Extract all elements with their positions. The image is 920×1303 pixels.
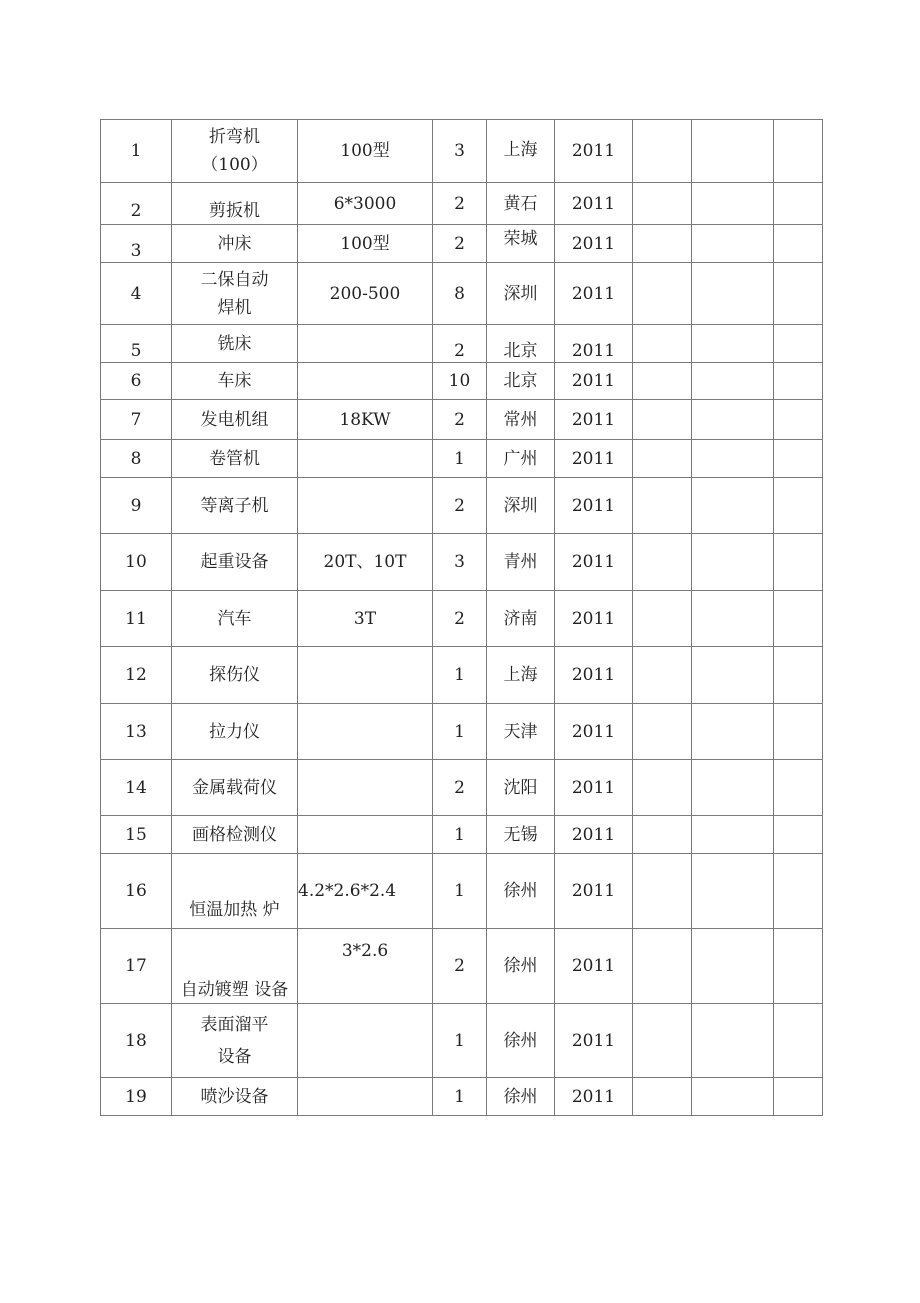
empty-cell <box>633 534 692 591</box>
empty-cell <box>774 854 823 929</box>
empty-cell <box>633 760 692 816</box>
empty-cell <box>633 263 692 325</box>
equipment-spec: 100型 <box>298 120 433 183</box>
empty-cell <box>633 400 692 440</box>
row-number: 9 <box>101 478 172 534</box>
equipment-spec <box>298 1004 433 1078</box>
equipment-origin: 深圳 <box>487 263 555 325</box>
equipment-spec: 4.2*2.6*2.4 <box>298 854 433 929</box>
equipment-name: 起重设备 <box>172 534 298 591</box>
equipment-year: 2011 <box>555 263 633 325</box>
empty-cell <box>774 647 823 704</box>
equipment-spec <box>298 1078 433 1116</box>
empty-cell <box>692 929 774 1004</box>
equipment-name-line: 二保自动 <box>200 269 269 290</box>
equipment-quantity: 2 <box>433 760 487 816</box>
equipment-name: 卷管机 <box>172 440 298 478</box>
empty-cell <box>633 929 692 1004</box>
row-number: 15 <box>101 816 172 854</box>
empty-cell <box>774 1078 823 1116</box>
equipment-spec: 3T <box>298 591 433 647</box>
equipment-name-line: 折弯机 <box>209 127 260 147</box>
empty-cell <box>633 647 692 704</box>
equipment-name: 探伤仪 <box>172 647 298 704</box>
row-number: 13 <box>101 704 172 760</box>
empty-cell <box>633 1004 692 1078</box>
empty-cell <box>774 263 823 325</box>
equipment-origin: 上海 <box>487 647 555 704</box>
equipment-spec: 3*2.6 <box>298 929 433 1004</box>
row-number: 7 <box>101 400 172 440</box>
equipment-spec: 6*3000 <box>298 183 433 225</box>
empty-cell <box>774 816 823 854</box>
equipment-spec <box>298 816 433 854</box>
equipment-quantity: 1 <box>433 1078 487 1116</box>
equipment-year: 2011 <box>555 478 633 534</box>
empty-cell <box>692 704 774 760</box>
equipment-year: 2011 <box>555 225 633 263</box>
row-number: 11 <box>101 591 172 647</box>
equipment-year: 2011 <box>555 929 633 1004</box>
equipment-origin: 无锡 <box>487 816 555 854</box>
equipment-quantity: 1 <box>433 1004 487 1078</box>
empty-cell <box>692 478 774 534</box>
equipment-name: 自动镀塑 设备 <box>172 929 298 1004</box>
equipment-origin: 徐州 <box>487 1004 555 1078</box>
table-row <box>101 1004 823 1078</box>
empty-cell <box>633 363 692 400</box>
equipment-origin: 北京 <box>487 363 555 400</box>
empty-cell <box>692 183 774 225</box>
row-number: 2 <box>101 183 172 225</box>
row-number: 5 <box>101 325 172 363</box>
equipment-quantity: 2 <box>433 478 487 534</box>
equipment-year: 2011 <box>555 704 633 760</box>
empty-cell <box>692 225 774 263</box>
table-row <box>101 120 823 183</box>
empty-cell <box>692 120 774 183</box>
empty-cell <box>692 440 774 478</box>
equipment-year: 2011 <box>555 816 633 854</box>
equipment-year: 2011 <box>555 183 633 225</box>
equipment-name: 发电机组 <box>172 400 298 440</box>
equipment-quantity: 10 <box>433 363 487 400</box>
equipment-quantity: 2 <box>433 400 487 440</box>
table-row <box>101 325 823 363</box>
equipment-name: 喷沙设备 <box>172 1078 298 1116</box>
equipment-year: 2011 <box>555 647 633 704</box>
equipment-origin: 广州 <box>487 440 555 478</box>
empty-cell <box>633 478 692 534</box>
equipment-spec: 20T、10T <box>298 534 433 591</box>
equipment-name <box>172 120 298 183</box>
equipment-quantity: 2 <box>433 929 487 1004</box>
equipment-name: 冲床 <box>172 225 298 263</box>
empty-cell <box>633 816 692 854</box>
row-number: 3 <box>101 225 172 263</box>
row-number: 17 <box>101 929 172 1004</box>
equipment-origin: 徐州 <box>487 929 555 1004</box>
table-row <box>101 263 823 325</box>
equipment-spec <box>298 325 433 363</box>
equipment-quantity: 1 <box>433 647 487 704</box>
empty-cell <box>774 183 823 225</box>
equipment-name <box>172 263 298 325</box>
equipment-origin: 深圳 <box>487 478 555 534</box>
equipment-name <box>172 1004 298 1078</box>
equipment-name: 拉力仪 <box>172 704 298 760</box>
empty-cell <box>774 929 823 1004</box>
equipment-name: 车床 <box>172 363 298 400</box>
equipment-year: 2011 <box>555 760 633 816</box>
equipment-quantity: 3 <box>433 534 487 591</box>
equipment-table <box>100 119 823 1116</box>
empty-cell <box>774 363 823 400</box>
equipment-spec <box>298 478 433 534</box>
equipment-spec <box>298 440 433 478</box>
empty-cell <box>633 591 692 647</box>
row-number: 14 <box>101 760 172 816</box>
row-number: 10 <box>101 534 172 591</box>
empty-cell <box>774 1004 823 1078</box>
empty-cell <box>692 591 774 647</box>
empty-cell <box>633 183 692 225</box>
empty-cell <box>692 647 774 704</box>
row-number: 12 <box>101 647 172 704</box>
empty-cell <box>774 440 823 478</box>
empty-cell <box>633 854 692 929</box>
empty-cell <box>774 325 823 363</box>
row-number: 19 <box>101 1078 172 1116</box>
empty-cell <box>774 120 823 183</box>
empty-cell <box>633 225 692 263</box>
equipment-name-line: 设备 <box>217 1046 252 1067</box>
empty-cell <box>774 225 823 263</box>
equipment-year: 2011 <box>555 400 633 440</box>
empty-cell <box>692 854 774 929</box>
equipment-quantity: 2 <box>433 225 487 263</box>
equipment-year: 2011 <box>555 1078 633 1116</box>
equipment-origin: 上海 <box>487 120 555 183</box>
equipment-year: 2011 <box>555 120 633 183</box>
table-row <box>101 1078 823 1116</box>
empty-cell <box>692 400 774 440</box>
empty-cell <box>633 440 692 478</box>
table-row <box>101 400 823 440</box>
empty-cell <box>692 816 774 854</box>
equipment-spec <box>298 760 433 816</box>
equipment-year: 2011 <box>555 591 633 647</box>
equipment-quantity: 1 <box>433 854 487 929</box>
table-row <box>101 854 823 929</box>
empty-cell <box>692 263 774 325</box>
equipment-spec: 200-500 <box>298 263 433 325</box>
equipment-name: 汽车 <box>172 591 298 647</box>
equipment-year: 2011 <box>555 325 633 363</box>
table-row <box>101 225 823 263</box>
equipment-origin: 天津 <box>487 704 555 760</box>
empty-cell <box>774 591 823 647</box>
equipment-quantity: 2 <box>433 325 487 363</box>
row-number: 4 <box>101 263 172 325</box>
table-row <box>101 647 823 704</box>
row-number: 8 <box>101 440 172 478</box>
equipment-year: 2011 <box>555 534 633 591</box>
equipment-origin: 青州 <box>487 534 555 591</box>
equipment-origin: 沈阳 <box>487 760 555 816</box>
equipment-quantity: 1 <box>433 704 487 760</box>
equipment-quantity: 1 <box>433 440 487 478</box>
empty-cell <box>633 704 692 760</box>
empty-cell <box>692 1078 774 1116</box>
equipment-year: 2011 <box>555 363 633 400</box>
equipment-name: 画格检测仪 <box>172 816 298 854</box>
equipment-name: 铣床 <box>172 325 298 363</box>
table-row <box>101 816 823 854</box>
empty-cell <box>633 325 692 363</box>
empty-cell <box>692 760 774 816</box>
equipment-name: 等离子机 <box>172 478 298 534</box>
row-number: 18 <box>101 1004 172 1078</box>
equipment-quantity: 2 <box>433 183 487 225</box>
empty-cell <box>692 363 774 400</box>
empty-cell <box>633 120 692 183</box>
equipment-name: 金属载荷仪 <box>172 760 298 816</box>
equipment-origin: 徐州 <box>487 1078 555 1116</box>
table-row <box>101 478 823 534</box>
equipment-quantity: 1 <box>433 816 487 854</box>
equipment-year: 2011 <box>555 440 633 478</box>
equipment-spec <box>298 647 433 704</box>
empty-cell <box>774 534 823 591</box>
equipment-origin: 常州 <box>487 400 555 440</box>
equipment-origin: 黄石 <box>487 183 555 225</box>
equipment-name-line: 焊机 <box>217 297 252 318</box>
empty-cell <box>774 704 823 760</box>
equipment-spec: 18KW <box>298 400 433 440</box>
empty-cell <box>692 325 774 363</box>
equipment-spec: 100型 <box>298 225 433 263</box>
table-row <box>101 440 823 478</box>
equipment-spec <box>298 704 433 760</box>
equipment-name: 剪扳机 <box>172 183 298 225</box>
table-row <box>101 704 823 760</box>
empty-cell <box>774 478 823 534</box>
row-number: 6 <box>101 363 172 400</box>
equipment-origin: 荣城 <box>487 225 555 263</box>
table-row <box>101 363 823 400</box>
empty-cell <box>692 534 774 591</box>
equipment-name-line: 表面溜平 <box>200 1014 269 1035</box>
equipment-quantity: 3 <box>433 120 487 183</box>
equipment-name-line: （100） <box>201 155 268 175</box>
equipment-quantity: 2 <box>433 591 487 647</box>
table-row <box>101 760 823 816</box>
empty-cell <box>692 1004 774 1078</box>
equipment-year: 2011 <box>555 1004 633 1078</box>
row-number: 1 <box>101 120 172 183</box>
equipment-year: 2011 <box>555 854 633 929</box>
table-row <box>101 929 823 1004</box>
equipment-name: 恒温加热 炉 <box>172 854 298 929</box>
table-row <box>101 183 823 225</box>
table-row <box>101 591 823 647</box>
table-row <box>101 534 823 591</box>
row-number: 16 <box>101 854 172 929</box>
equipment-quantity: 8 <box>433 263 487 325</box>
empty-cell <box>774 760 823 816</box>
empty-cell <box>633 1078 692 1116</box>
equipment-spec <box>298 363 433 400</box>
equipment-origin: 北京 <box>487 325 555 363</box>
equipment-origin: 徐州 <box>487 854 555 929</box>
equipment-origin: 济南 <box>487 591 555 647</box>
empty-cell <box>774 400 823 440</box>
